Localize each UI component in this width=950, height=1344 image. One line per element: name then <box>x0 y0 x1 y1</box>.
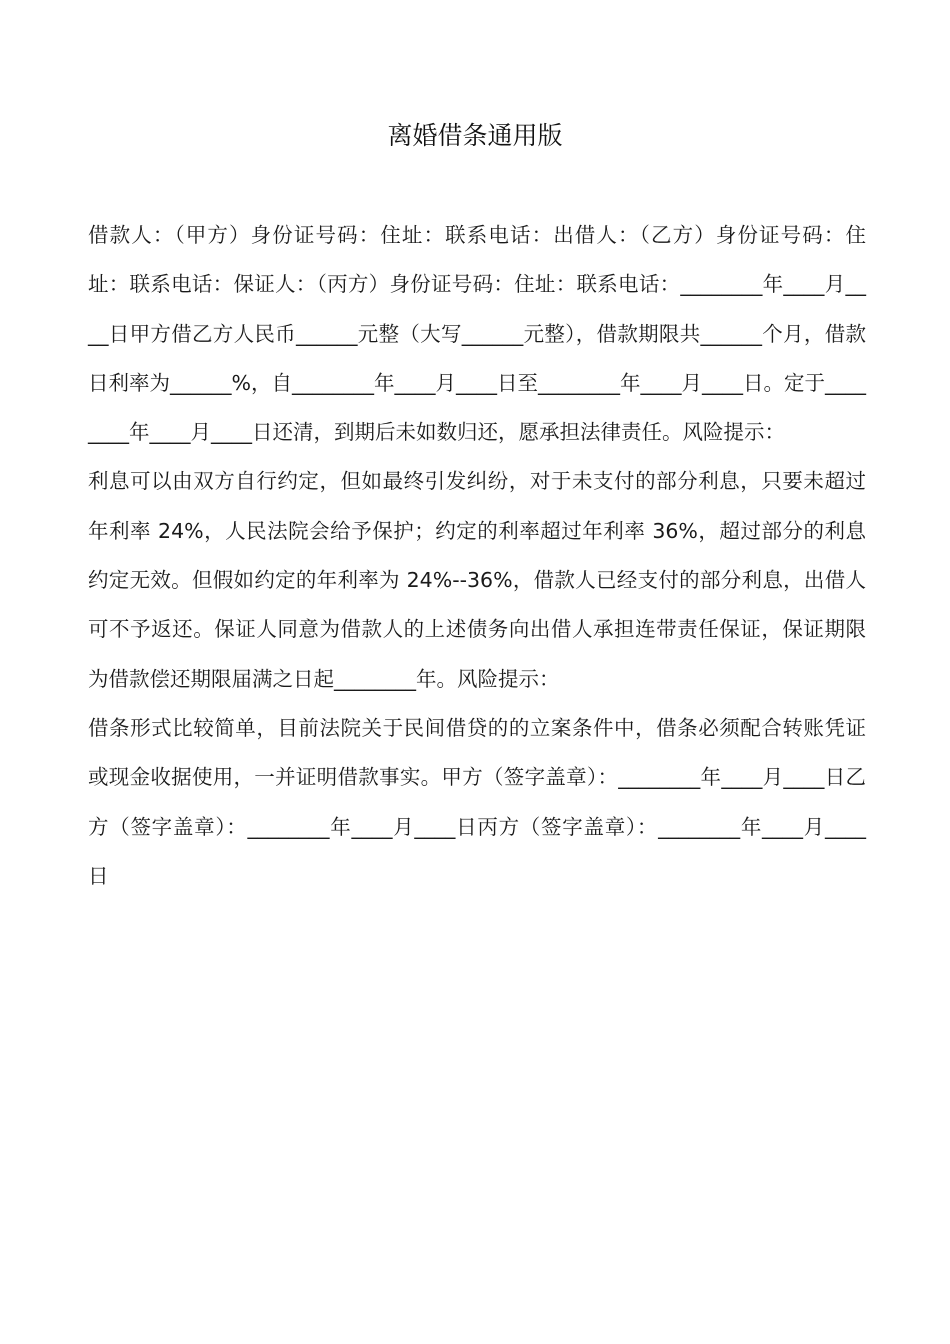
document-body <box>88 211 866 901</box>
paragraph-signatures: 借条形式比较简单，目前法院关于民间借贷的的立案条件中，借条必须配合转账凭证或现金收据使用，一并证明借款事实。甲方（签字盖章）：________年____月____日乙方（签字盖章）：________年____月____日丙方（签字盖章）：________年____月____日 <box>88 715 866 888</box>
paragraph-loan-terms: 借款人：（甲方）身份证号码：住址：联系电话：出借人：（乙方）身份证号码：住址：联系电话：保证人：（丙方）身份证号码：住址：联系电话：________年____月____日甲方借乙方人民币______元整（大写______元整），借款期限共______个月，借款日利率为______%，自________年____月____日至________年____月____日。定于________年____月____日还清，到期后未如数归还，愿承担法律责任。风险提示： <box>88 223 866 445</box>
document-title: 离婚借条通用版 <box>387 121 563 150</box>
paragraph-interest-guarantee: 利息可以由双方自行约定，但如最终引发纠纷，对于未支付的部分利息，只要未超过年利率 24%，人民法院会给予保护；约定的利率超过年利率 36%，超过部分的利息约定无效。但假如约定的年利率为 24%--36%，借款人已经支付的部分利息，出借人可不予返还。保证人同意为借款人的上述债务向出借人承担连带责任保证，保证期限为借款偿还期限届满之日起________年。风险提示： <box>88 469 866 691</box>
